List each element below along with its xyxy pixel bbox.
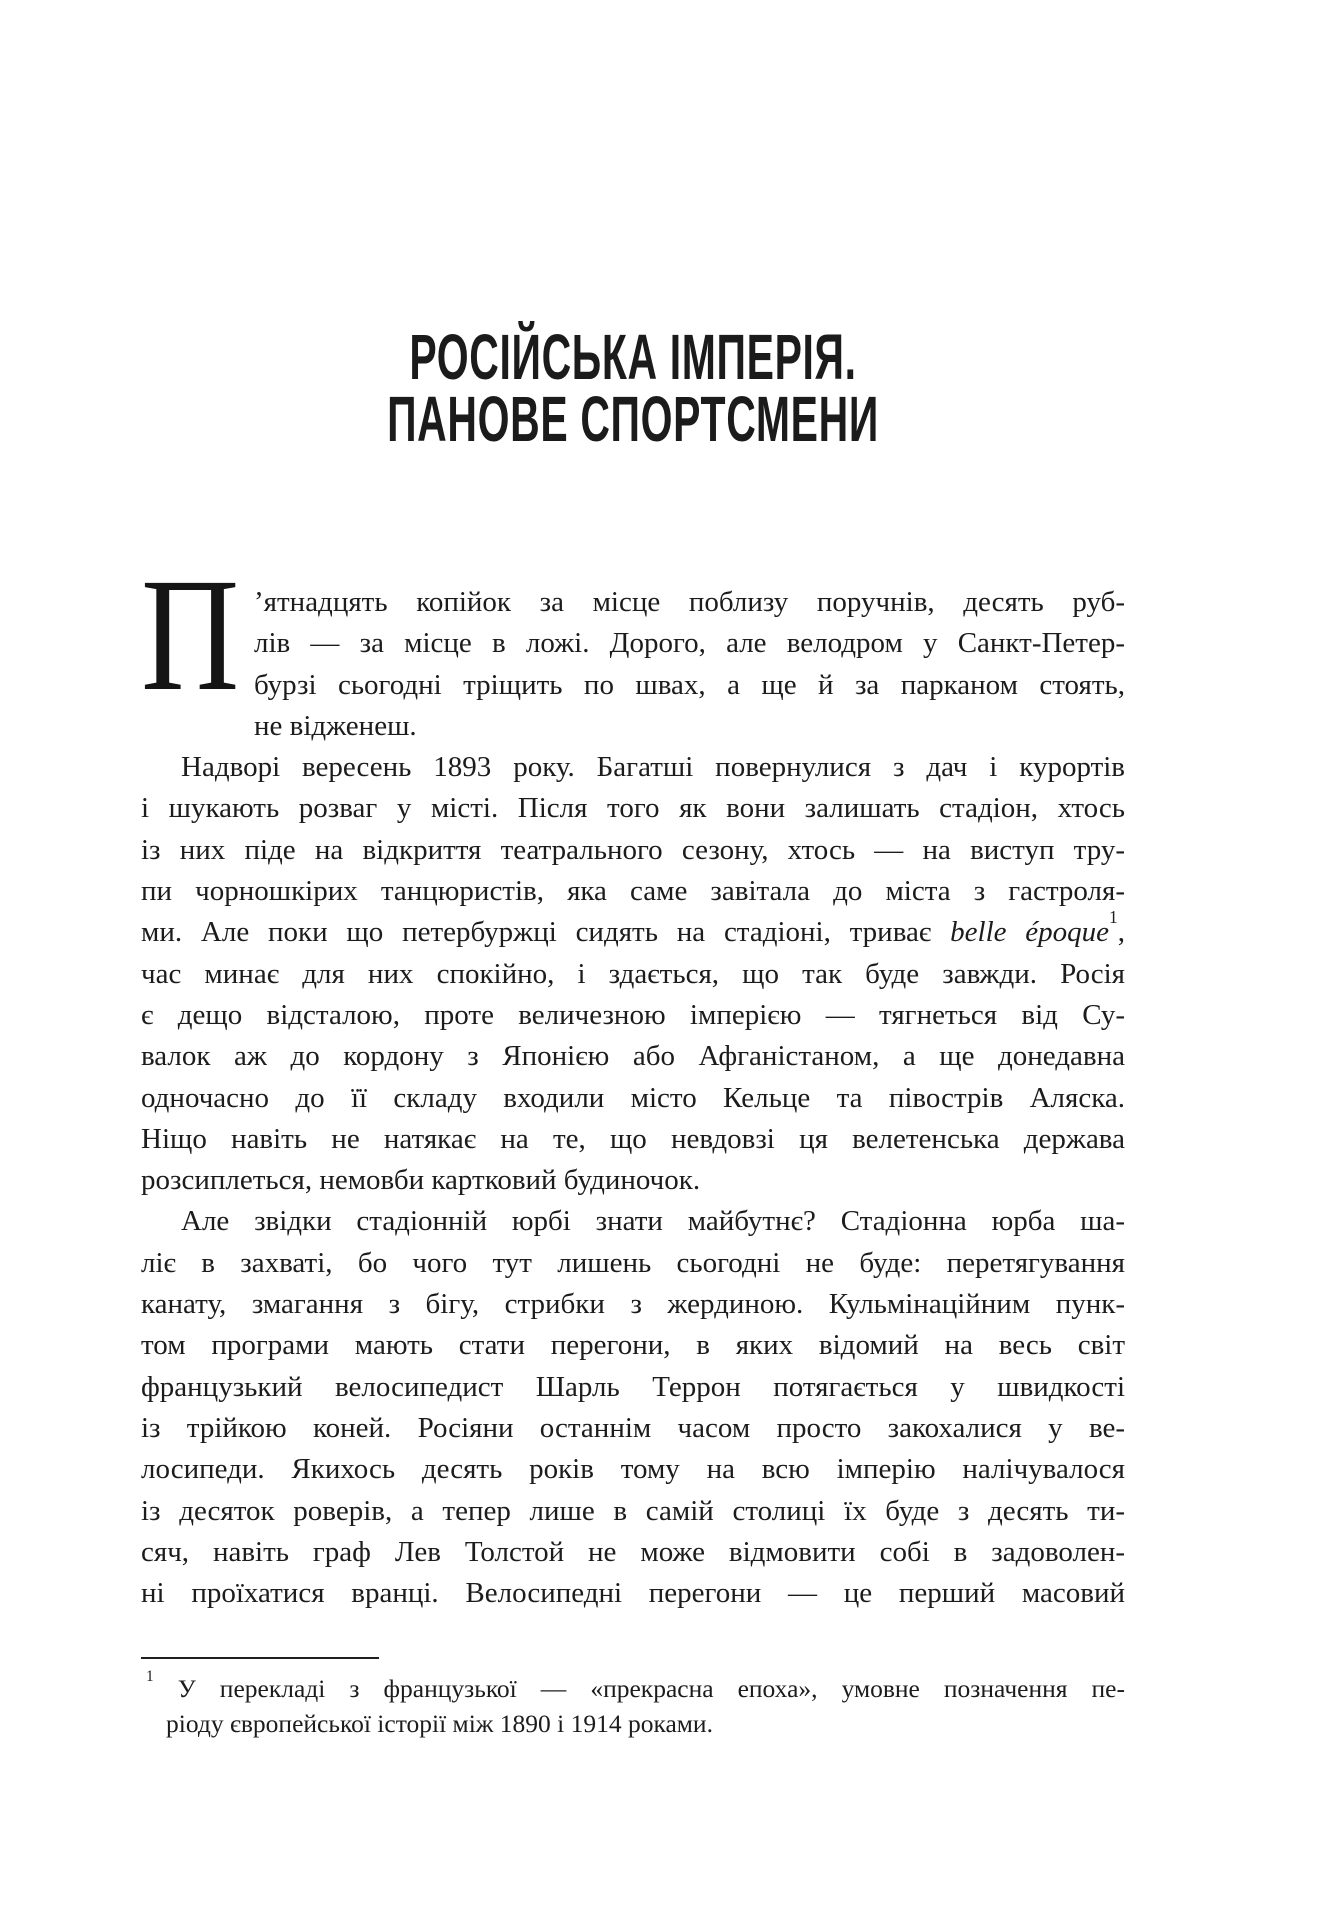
text-line: лосипеди. Якихось десять років тому на всю імперію налічувалося <box>141 1453 1125 1486</box>
text-line: ми. Але поки що петербуржці сидять на стадіоні, триває belle époque$^1$, <box>141 906 1125 949</box>
paragraph <box>141 1201 1125 1614</box>
paragraph <box>141 747 1125 1201</box>
text-line: із трійкою коней. Росіяни останнім часом просто закохалися у ве- <box>141 1411 1125 1444</box>
text-line: бурзі сьогодні тріщить по швах, а ще й за парканом стоять, <box>254 668 1125 701</box>
chapter-title-line-2: ПАНОВЕ СПОРТСМЕНИ <box>387 383 879 455</box>
chapter-title <box>141 321 1125 455</box>
text-line: французький велосипедист Шарль Террон потягається у швидкості <box>141 1370 1125 1403</box>
text-line: розсиплеться, немовби картковий будиночок. <box>141 1164 701 1197</box>
body-text <box>141 546 1125 1614</box>
text-line: канату, змагання з бігу, стрибки з жердиною. Кульмінаційним пунк- <box>141 1288 1125 1321</box>
paragraph <box>141 546 1125 747</box>
text-line: Ніщо навіть не натякає на те, що невдовзі ця велетенська держава <box>141 1122 1125 1155</box>
text-line: час минає для них спокійно, і здається, що так буде завжди. Росія <box>141 957 1125 990</box>
chapter-title-line-1: РОСІЙСЬКА ІМПЕРІЯ. <box>409 321 857 393</box>
text-line: із них піде на відкриття театрального сезону, хтось — на виступ тру- <box>141 833 1125 866</box>
text-line: лів — за місце в ложі. Дорого, але велодром у Санкт-Петер- <box>254 627 1125 660</box>
text-line: сяч, навіть граф Лев Толстой не може відмовити собі в задоволен- <box>141 1535 1125 1568</box>
text-line: є дещо відсталою, проте величезною імперією — тягнеться від Су- <box>141 998 1125 1031</box>
text-line: не відженеш. <box>254 709 417 742</box>
text-line: $^1$ У перекладі з французької — «прекрасна епоха», умовне позначення пе- <box>146 1667 1125 1703</box>
text-line: ’ятнадцять копійок за місце поблизу поручнів, десять руб- <box>254 586 1125 618</box>
footnote-separator <box>141 1657 379 1659</box>
text-line: Надворі вересень 1893 року. Багатші повернулися з дач і курортів <box>181 751 1125 784</box>
text-line: і шукають розваг у місті. Після того як вони залишать стадіон, хтось <box>141 792 1125 825</box>
text-line: із десяток роверів, а тепер лише в самій столиці їх буде з десять ти- <box>141 1494 1125 1527</box>
text-line: Але звідки стадіонній юрбі знати майбутнє? Стадіонна юрба ша- <box>181 1205 1125 1238</box>
footnote <box>141 1667 1125 1741</box>
text-line: одночасно до її складу входили місто Кельце та півострів Аляска. <box>141 1081 1125 1114</box>
text-line: ліє в захваті, бо чого тут лишень сьогодні не буде: перетягування <box>141 1246 1125 1279</box>
text-line: валок аж до кордону з Японією або Афганістаном, а ще донедавна <box>141 1040 1125 1073</box>
text-line: том програми мають стати перегони, в яких відомий на весь світ <box>141 1329 1125 1362</box>
text-line: ріоду європейської історії між 1890 і 1914 роками. <box>166 1709 713 1738</box>
text-line: пи чорношкірих танцюристів, яка саме завітала до міста з гастроля- <box>141 875 1125 908</box>
dropcap-letter: П <box>141 546 240 725</box>
text-line: ні проїхатися вранці. Велосипедні перегони — це перший масовий <box>141 1577 1125 1610</box>
